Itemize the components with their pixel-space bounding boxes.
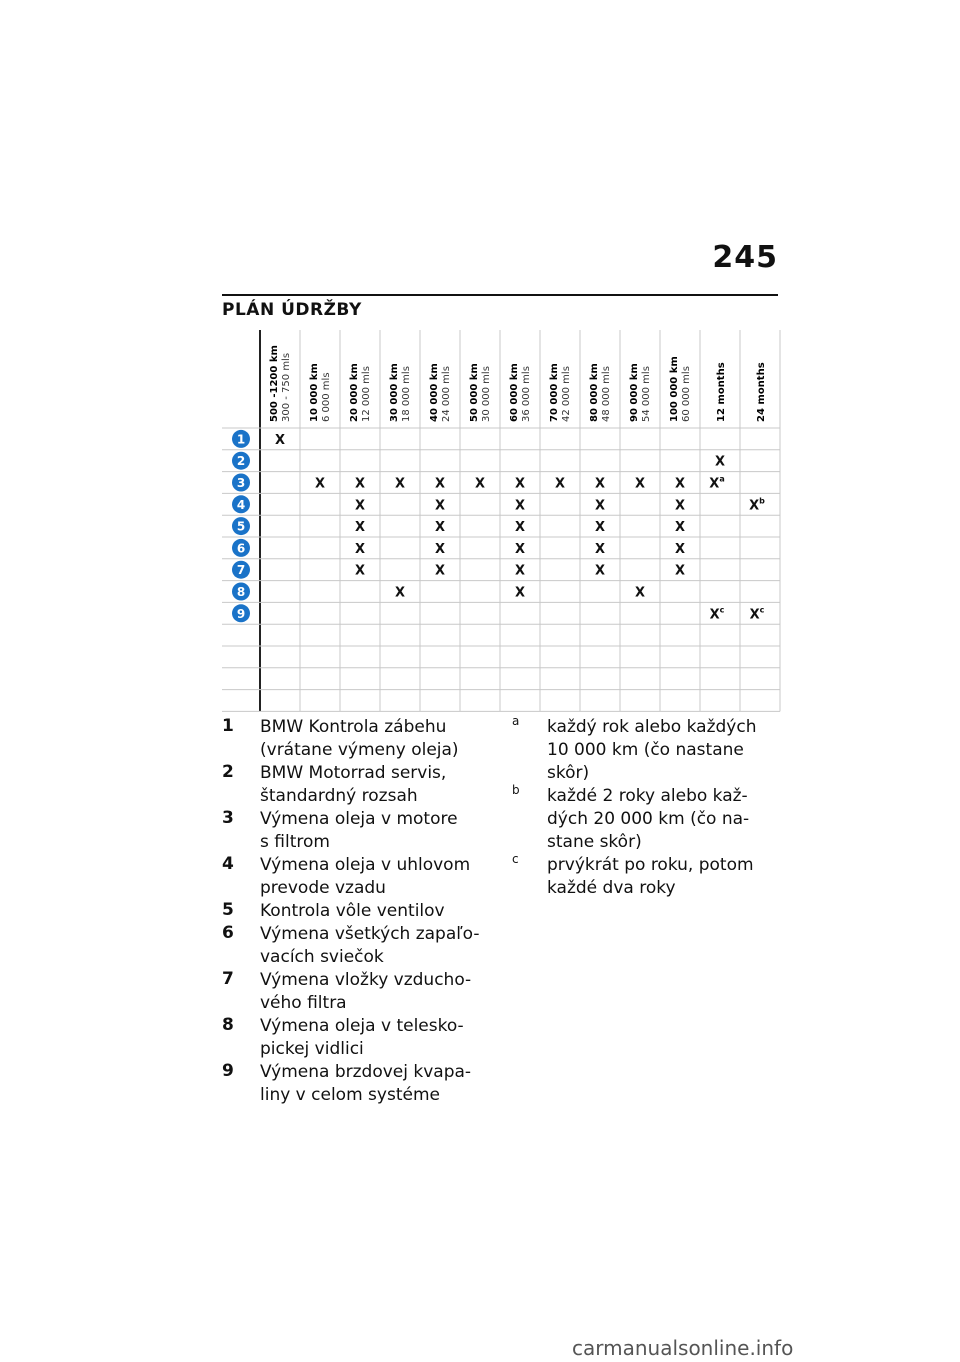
column-header: [469, 363, 492, 422]
schedule-mark: X: [674, 563, 686, 579]
schedule-mark: X: [434, 563, 446, 579]
schedule-mark: X: [554, 476, 566, 492]
schedule-mark: X: [394, 585, 406, 601]
row-number: 4: [236, 497, 246, 512]
schedule-mark: X: [434, 541, 446, 557]
column-header-km: 90 000 km: [629, 363, 640, 422]
column-header-mls: 30 000 mls: [481, 366, 492, 422]
row-number: 6: [236, 541, 246, 556]
schedule-mark: X: [674, 520, 686, 536]
column-header-mls: 36 000 mls: [521, 366, 532, 422]
legend-line: Výmena brzdovej kvapa-: [260, 1062, 472, 1082]
column-header: [509, 363, 532, 422]
schedule-mark: X: [354, 563, 366, 579]
footnote-mark: c: [759, 605, 765, 615]
column-header-km: 500 -1200 km: [269, 345, 280, 422]
schedule-mark: X: [474, 476, 486, 492]
footnote-mark: c: [719, 605, 725, 615]
legend-number: 8: [222, 1015, 234, 1035]
column-header-km: 40 000 km: [429, 363, 440, 422]
column-header: [349, 363, 372, 422]
footnote-line: každé 2 roky alebo kaž-: [547, 786, 748, 806]
schedule-mark: X: [674, 541, 686, 557]
schedule-mark: X: [434, 498, 446, 514]
schedule-mark: X: [634, 585, 646, 601]
column-header-km: 100 000 km: [669, 356, 680, 422]
legend-line: Výmena oleja v uhlovom: [260, 855, 471, 875]
column-header-mls: 24 000 mls: [441, 366, 452, 422]
footnote-line: 10 000 km (čo nastane: [547, 740, 744, 760]
column-header-mls: 300 - 750 mls: [281, 352, 292, 422]
footnote-line: stane skôr): [547, 832, 642, 852]
column-header: [389, 363, 412, 422]
column-header-km: 24 months: [756, 362, 767, 422]
legend-text: [260, 854, 500, 900]
schedule-mark: X: [594, 541, 606, 557]
legend-line: pickej vidlici: [260, 1039, 364, 1059]
column-header: [716, 362, 727, 422]
legend-number: 1: [222, 716, 234, 736]
legend-number: 9: [222, 1061, 234, 1081]
footnote-line: každý rok alebo každých: [547, 717, 757, 737]
column-header-km: 20 000 km: [349, 363, 360, 422]
column-header: [309, 363, 332, 422]
footnote-line: dých 20 000 km (čo na-: [547, 809, 750, 829]
legend-line: štandardný rozsah: [260, 786, 418, 806]
column-header-mls: 6 000 mls: [321, 372, 332, 422]
row-number: 5: [236, 519, 246, 534]
footnote-letter: c: [512, 852, 519, 866]
column-header-km: 12 months: [716, 362, 727, 422]
column-header-km: 10 000 km: [309, 363, 320, 422]
column-header: [756, 362, 767, 422]
row-number: 1: [236, 432, 246, 447]
schedule-mark: X: [594, 476, 606, 492]
column-header-mls: 12 000 mls: [361, 366, 372, 422]
legend-line: Výmena vložky vzducho-: [260, 970, 472, 990]
legend-line: BMW Motorrad servis,: [260, 763, 447, 783]
schedule-mark: $X^c$: [749, 605, 765, 623]
column-header-mls: 18 000 mls: [401, 366, 412, 422]
legend-number: 5: [222, 900, 234, 920]
legend-line: Výmena oleja v motore: [260, 809, 458, 829]
legend-line: vého filtra: [260, 993, 347, 1013]
footnote-line: prvýkrát po roku, potom: [547, 855, 754, 875]
schedule-mark: X: [434, 476, 446, 492]
row-number: 7: [236, 563, 246, 578]
schedule-mark: X: [274, 432, 286, 448]
row-number: 9: [236, 606, 246, 621]
footnote-letter: b: [512, 783, 520, 797]
column-header-mls: 60 000 mls: [681, 366, 692, 422]
legend-text: [260, 1015, 500, 1061]
schedule-mark: X: [434, 520, 446, 536]
schedule-mark: X: [394, 476, 406, 492]
legend-line: s filtrom: [260, 832, 330, 852]
schedule-mark: X: [514, 563, 526, 579]
schedule-mark: X: [594, 498, 606, 514]
legend-line: vacích sviečok: [260, 947, 384, 967]
schedule-mark: $X^c$: [709, 605, 725, 623]
legend-text: [260, 716, 500, 762]
column-header-mls: 42 000 mls: [561, 366, 572, 422]
schedule-mark: $X^a$: [709, 474, 725, 492]
legend-number: 7: [222, 969, 234, 989]
column-header-km: 60 000 km: [509, 363, 520, 422]
legend-line: liny v celom systéme: [260, 1085, 440, 1105]
schedule-mark: X: [674, 476, 686, 492]
column-header: [589, 363, 612, 422]
legend-number: 4: [222, 854, 234, 874]
schedule-mark: X: [314, 476, 326, 492]
schedule-mark: X: [354, 498, 366, 514]
schedule-mark: $X^b$: [749, 496, 765, 514]
footnote-mark: a: [719, 474, 725, 484]
legend-text: [260, 923, 500, 969]
schedule-mark: X: [514, 585, 526, 601]
legend-line: BMW Kontrola zábehu: [260, 717, 447, 737]
legend-line: (vrátane výmeny oleja): [260, 740, 459, 760]
schedule-mark: X: [514, 476, 526, 492]
schedule-mark: X: [714, 454, 726, 470]
footnote-text: [547, 785, 777, 854]
column-header: [549, 363, 572, 422]
footnote-letter: a: [512, 714, 520, 728]
schedule-mark: X: [594, 563, 606, 579]
footnote-text: [547, 716, 777, 785]
schedule-mark: X: [514, 541, 526, 557]
schedule-mark: X: [514, 498, 526, 514]
legend-number: 2: [222, 762, 234, 782]
schedule-mark: X: [514, 520, 526, 536]
footnote-text: [547, 854, 777, 900]
legend-text: [260, 808, 500, 854]
legend-line: Kontrola vôle ventilov: [260, 901, 445, 921]
schedule-mark: X: [634, 476, 646, 492]
row-number: 8: [236, 585, 246, 599]
column-header-mls: 48 000 mls: [601, 366, 612, 422]
footnote-line: skôr): [547, 763, 590, 783]
column-header-km: 50 000 km: [469, 363, 480, 422]
column-header: [269, 345, 292, 422]
watermark: carmanualsonline.info: [572, 1336, 794, 1360]
legend-number: 3: [222, 808, 234, 828]
legend-line: Výmena oleja v telesko-: [260, 1016, 464, 1036]
legend-number: 6: [222, 923, 234, 943]
column-header-km: 70 000 km: [549, 363, 560, 422]
footnote-mark: b: [759, 496, 765, 506]
legend-line: prevode vzadu: [260, 878, 386, 898]
schedule-mark: X: [674, 498, 686, 514]
legend-text: [260, 1061, 500, 1107]
legend-text: [260, 762, 500, 808]
legend-line: Výmena všetkých zapaľo-: [260, 924, 480, 944]
schedule-mark: X: [354, 476, 366, 492]
schedule-mark: X: [594, 520, 606, 536]
page-number: 245: [712, 240, 778, 275]
column-header-km: 30 000 km: [389, 363, 400, 422]
schedule-mark: X: [354, 520, 366, 536]
column-header: [669, 356, 692, 422]
legend-text: [260, 969, 500, 1015]
column-header-km: 80 000 km: [589, 363, 600, 422]
footnote-line: každé dva roky: [547, 878, 676, 898]
page-title: PLÁN ÚDRŽBY: [222, 300, 362, 320]
row-number: 2: [236, 454, 246, 469]
column-header: [629, 363, 652, 422]
legend-text: [260, 900, 500, 923]
column-header: [429, 363, 452, 422]
row-number: 3: [236, 476, 246, 490]
column-header-mls: 54 000 mls: [641, 366, 652, 422]
schedule-mark: X: [354, 541, 366, 557]
